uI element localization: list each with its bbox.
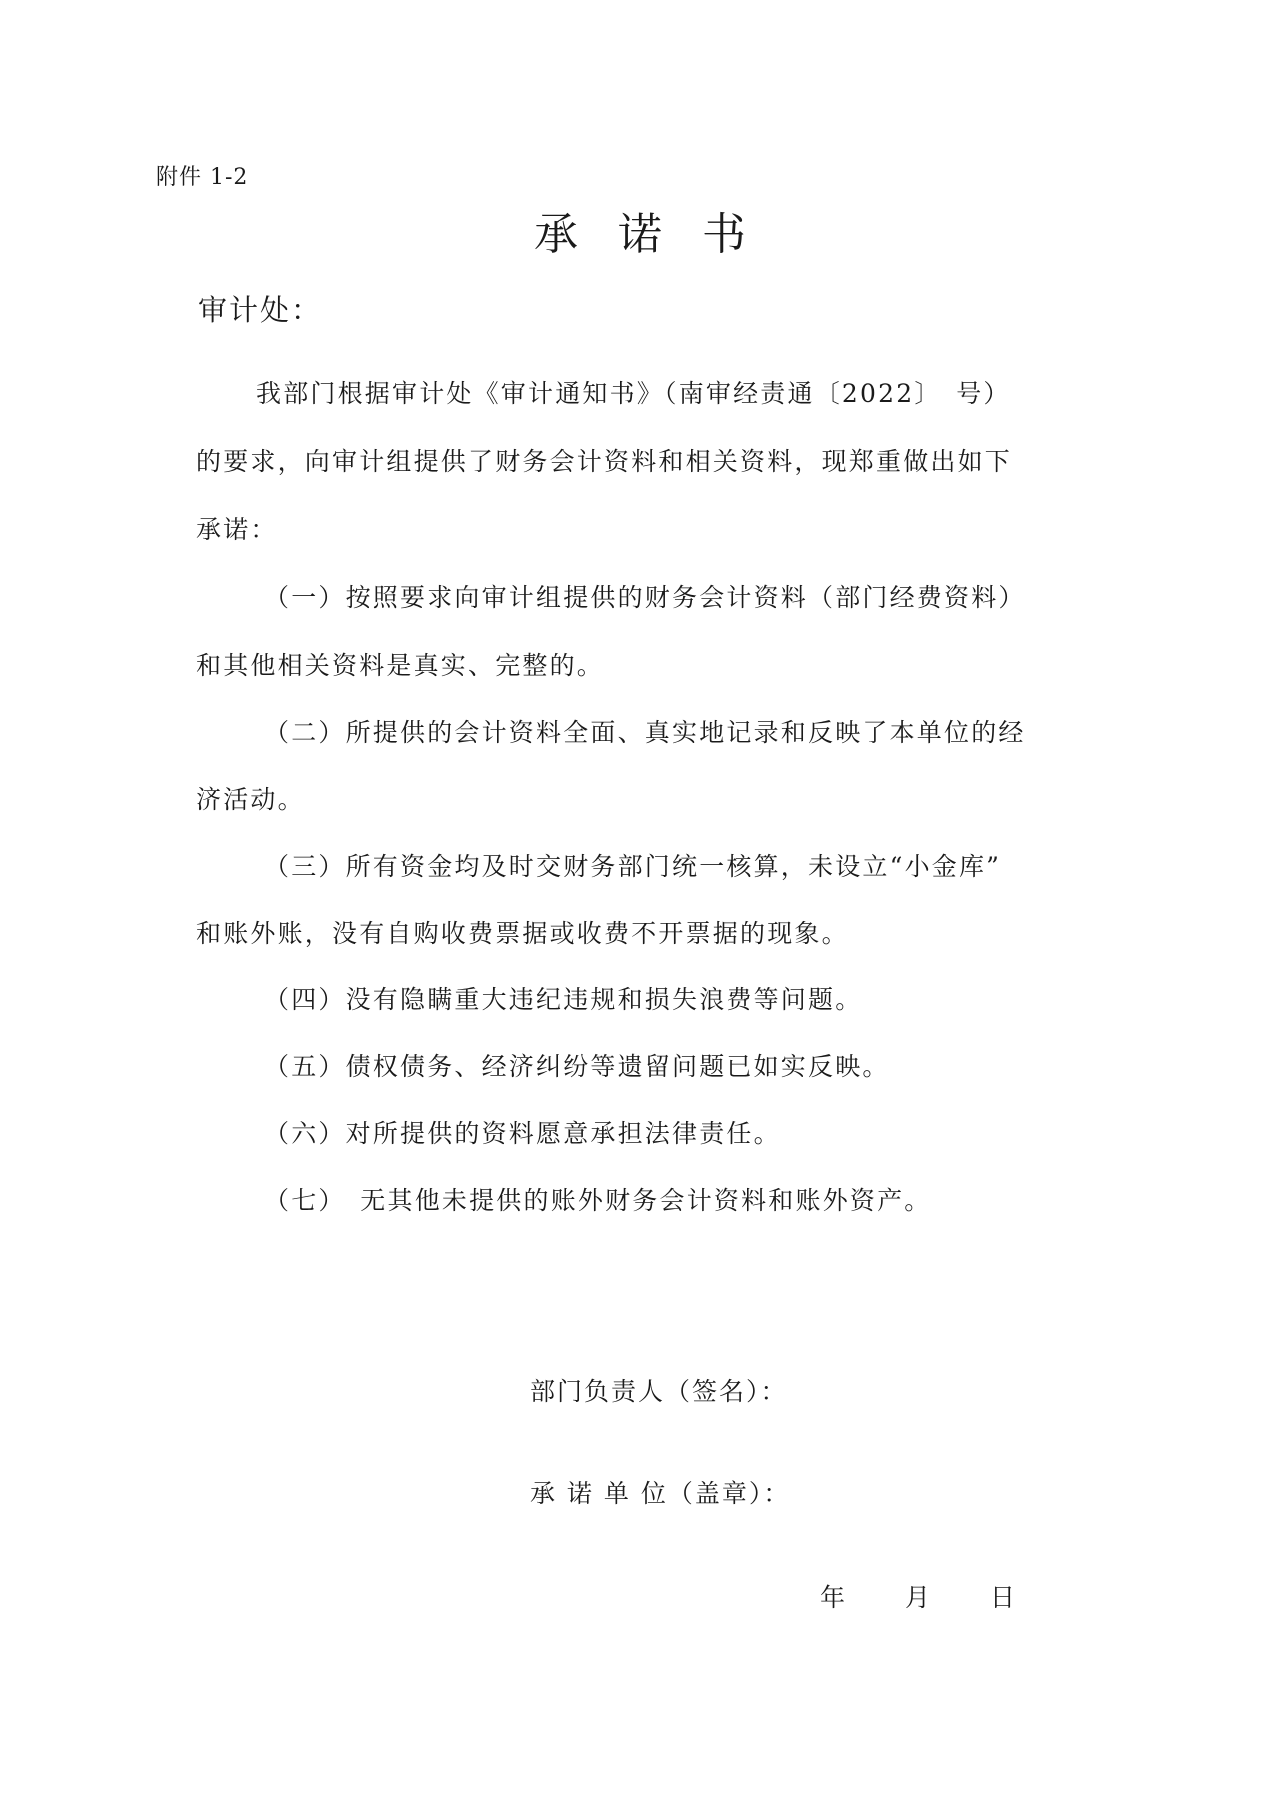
intro-line-2: 的要求，向审计组提供了财务会计资料和相关资料，现郑重做出如下 bbox=[196, 447, 1013, 476]
date-row bbox=[820, 1578, 1015, 1614]
commitment-item-2-line-2: 济活动。 bbox=[196, 785, 305, 814]
date-day-label: 日 bbox=[989, 1583, 1015, 1612]
commitment-item-1-line-1: （一）按照要求向审计组提供的财务会计资料（部门经费资料） bbox=[264, 583, 1026, 612]
signature-unit-label: 承 诺 单 位（盖章）： bbox=[530, 1479, 791, 1508]
commitment-item-2-line-1: （二）所提供的会计资料全面、真实地记录和反映了本单位的经 bbox=[264, 718, 1026, 747]
commitment-item-7: （七） 无其他未提供的账外财务会计资料和账外资产。 bbox=[264, 1186, 932, 1215]
commitment-item-4: （四）没有隐瞒重大违纪违规和损失浪费等问题。 bbox=[264, 985, 863, 1014]
salutation: 审计处： bbox=[198, 293, 323, 327]
commitment-item-6: （六）对所提供的资料愿意承担法律责任。 bbox=[264, 1119, 781, 1148]
signature-person-label: 部门负责人（签名）： bbox=[530, 1377, 788, 1406]
date-month-label: 月 bbox=[904, 1583, 930, 1612]
date-year-label: 年 bbox=[820, 1583, 846, 1612]
intro-line-1: 我部门根据审计处《审计通知书》（南审经责通〔2022〕 号） bbox=[256, 379, 1011, 408]
attachment-label: 附件 1-2 bbox=[156, 165, 249, 190]
commitment-item-3-line-1: （三）所有资金均及时交财务部门统一核算，未设立“小金库” bbox=[264, 852, 1002, 881]
intro-line-3: 承诺： bbox=[196, 515, 278, 544]
commitment-item-3-line-2: 和账外账，没有自购收费票据或收费不开票据的现象。 bbox=[196, 919, 849, 948]
document-title: 承诺书 bbox=[534, 209, 786, 260]
commitment-item-5: （五）债权债务、经济纠纷等遗留问题已如实反映。 bbox=[264, 1052, 890, 1081]
commitment-item-1-line-2: 和其他相关资料是真实、完整的。 bbox=[196, 651, 605, 680]
